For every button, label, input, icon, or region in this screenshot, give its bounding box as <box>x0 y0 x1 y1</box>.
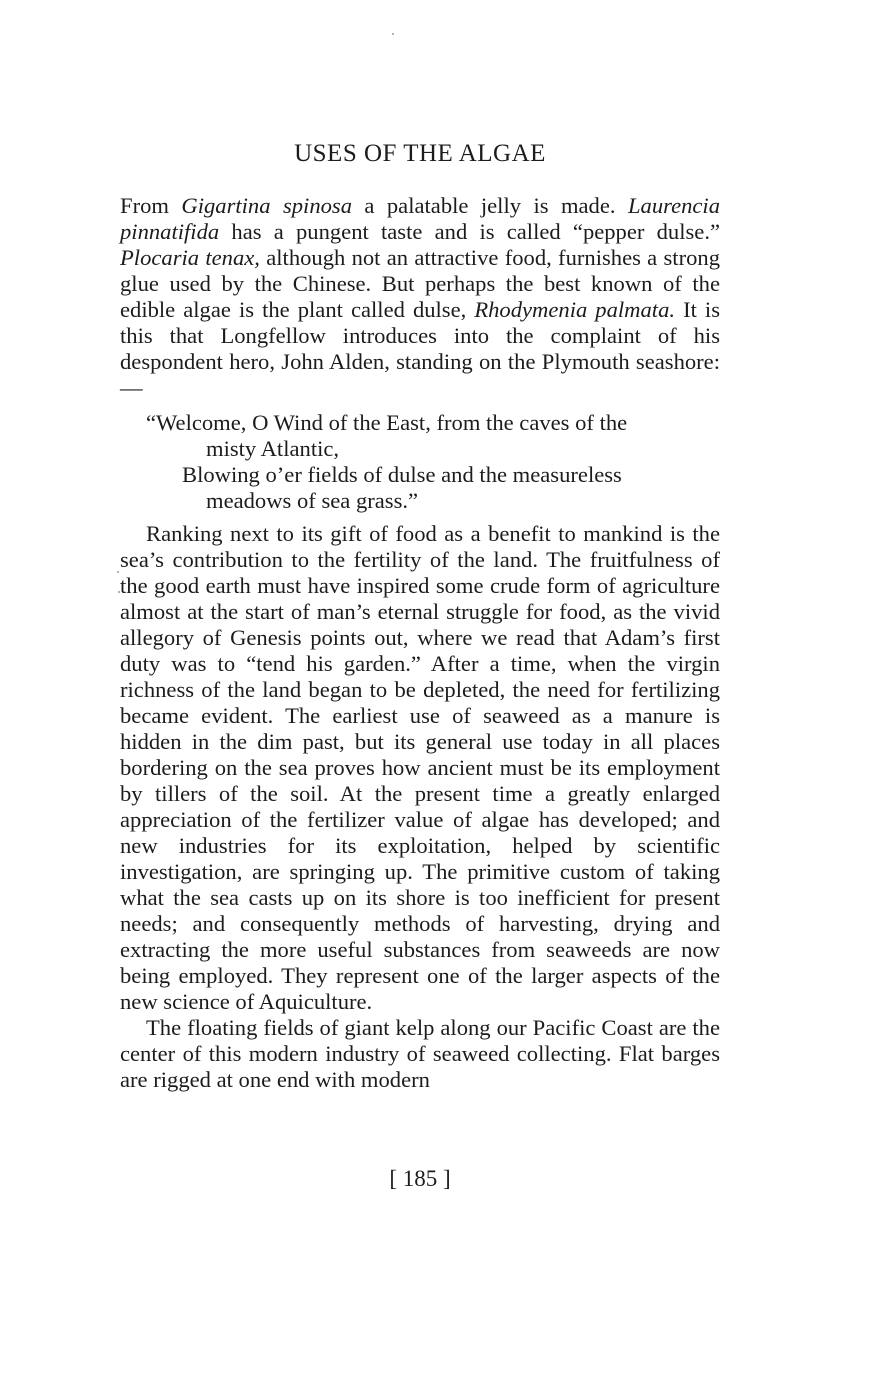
text-run: has a pungent taste and is called “pepper dulse.” <box>219 219 720 244</box>
poem-line-text: “Welcome, O Wind of the East, from the caves of the <box>146 410 628 435</box>
page-number: [ 185 ] <box>389 1166 451 1191</box>
paragraph-edible-algae <box>120 193 720 401</box>
text-run: a palatable jelly is made. <box>352 193 628 218</box>
species-name: Gigartina spinosa <box>181 193 352 218</box>
text-run: From <box>120 193 182 218</box>
scan-speck <box>117 571 119 573</box>
poem-line <box>120 410 720 462</box>
poem-line-text: Blowing o’er fields of dulse and the measureless <box>182 462 622 487</box>
text-run: It is this that Longfellow introduces into the complaint of his despondent hero, John Alden, standing on the Plymouth seashore:— <box>120 297 720 400</box>
scan-speck <box>392 33 394 35</box>
species-name: Laurencia pinnatifida <box>120 193 720 244</box>
page-body <box>120 193 720 1093</box>
poem-line-continuation: misty Atlantic, <box>206 436 340 461</box>
species-name: Rhodymenia palmata. <box>474 297 676 322</box>
species-name: Plocaria tenax, <box>120 245 260 270</box>
poem-line-continuation: meadows of sea grass.” <box>206 488 419 513</box>
paragraph-fertility: Ranking next to its gift of food as a benefit to mankind is the sea’s contribution to the fertility of the land. The fruitfulness of the good earth must have inspired some crude form of agriculture almost at the start of man’s eternal struggle for food, as the vivid allegory of Genesis points out, where we read that Adam’s first duty was to “tend his garden.” After a time, when the virgin richness of the land began to be depleted, the need for fertilizing became evident. The earliest use of seaweed as a manure is hidden in the dim past, but its general use today in all places bordering on the sea proves how ancient must be its employment by tillers of the soil. At the present time a greatly enlarged appreciation of the fertilizer value of algae has developed; and new industries for its exploitation, helped by scientific investigation, are springing up. The primitive custom of taking what the sea casts up on its shore is too inefficient for present needs; and consequently methods of harvesting, drying and extracting the more useful substances from seaweeds are now being employed. They represent one of the larger aspects of the new science of Aquiculture. <box>120 521 720 1014</box>
poem-quote <box>120 410 720 514</box>
page-title: USES OF THE ALGAE <box>294 140 546 167</box>
poem-line <box>120 462 720 514</box>
paragraph-kelp-industry: The floating fields of giant kelp along our Pacific Coast are the center of this modern industry of seaweed collecting. Flat barges are rigged at one end with modern <box>120 1015 720 1092</box>
text-run: although not an attractive food, furnishes a strong glue used by the Chinese. But perhaps the best known of the edible algae is the plant called dulse, <box>120 245 720 322</box>
